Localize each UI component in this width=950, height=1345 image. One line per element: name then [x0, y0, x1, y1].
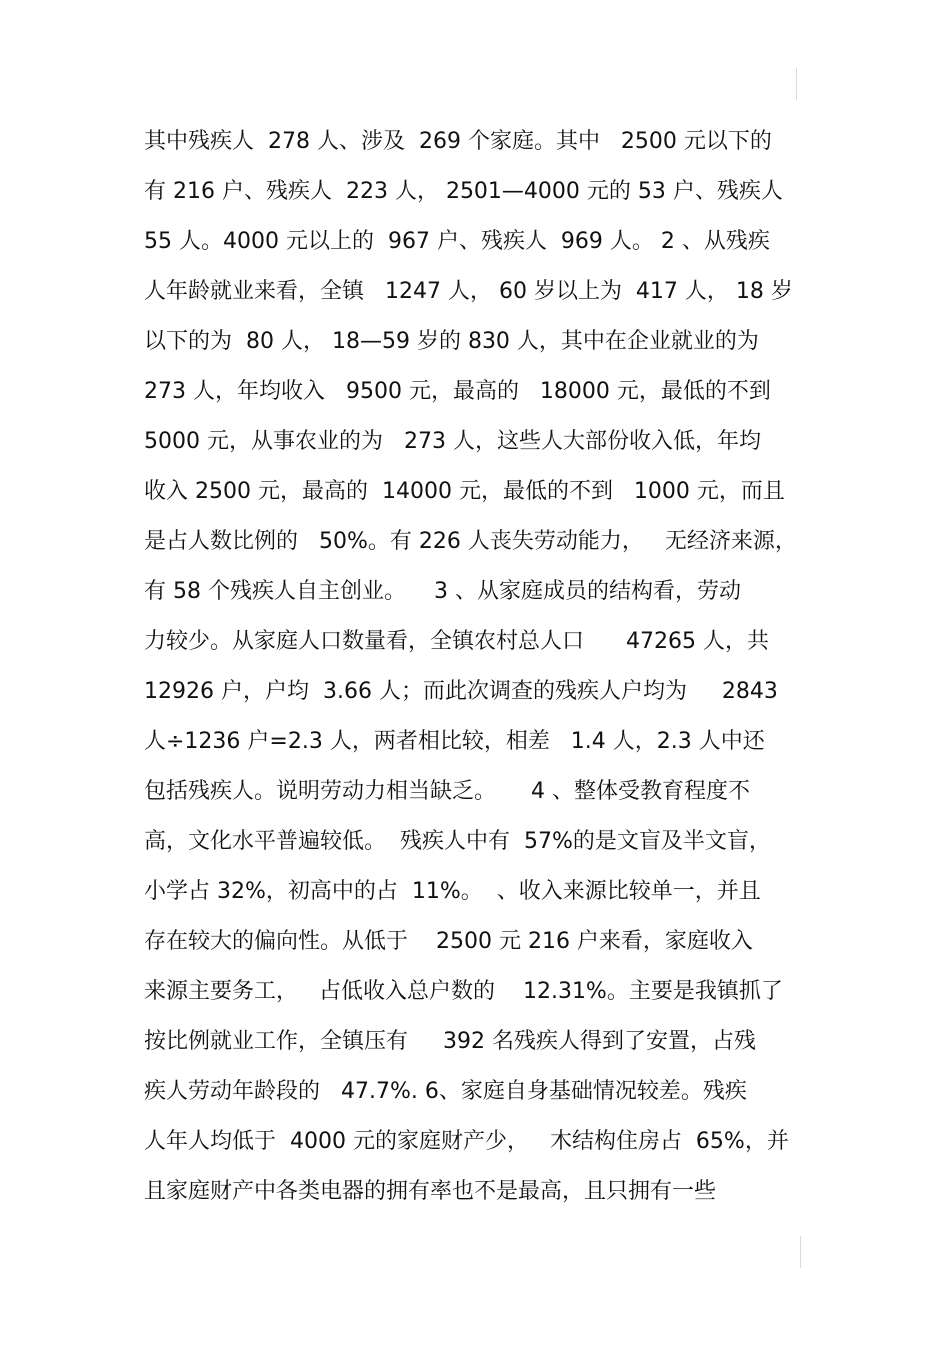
text-line: 高，文化水平普遍较低。 残疾人中有 57%的是文盲及半文盲，	[144, 829, 771, 854]
text-line: 人年人均低于 4000 元的家庭财产少， 木结构住房占 65%，并	[144, 1129, 789, 1154]
text-line: 是占人数比例的 50%。有 226 人丧失劳动能力， 无经济来源，	[144, 529, 797, 554]
text-line: 存在较大的偏向性。从低于 2500 元 216 户来看，家庭收入	[144, 929, 753, 954]
text-line: 12926 户，户均 3.66 人；而此次调查的残疾人户均为 2843	[144, 679, 778, 704]
text-line: 人÷1236 户=2.3 人，两者相比较，相差 1.4 人，2.3 人中还	[144, 729, 765, 754]
text-line: 收入 2500 元，最高的 14000 元，最低的不到 1000 元，而且	[144, 479, 785, 504]
text-line: 有 58 个残疾人自主创业。 3 、从家庭成员的结构看，劳动	[144, 579, 741, 604]
text-line: 按比例就业工作，全镇压有 392 名残疾人得到了安置，占残	[144, 1029, 756, 1054]
text-line: 力较少。从家庭人口数量看，全镇农村总人口 47265 人，共	[144, 629, 769, 654]
text-line: 其中残疾人 278 人、涉及 269 个家庭。其中 2500 元以下的	[144, 129, 772, 154]
page-edge-mark-bottom	[800, 1236, 801, 1268]
body-paragraph	[144, 117, 824, 1217]
text-line: 人年龄就业来看，全镇 1247 人， 60 岁以上为 417 人， 18 岁	[144, 279, 793, 304]
text-line: 以下的为 80 人， 18—59 岁的 830 人，其中在企业就业的为	[144, 329, 759, 354]
text-line: 来源主要务工， 占低收入总户数的 12.31%。主要是我镇抓了	[144, 979, 783, 1004]
text-line: 有 216 户、残疾人 223 人， 2501—4000 元的 53 户、残疾人	[144, 179, 783, 204]
text-line: 疾人劳动年龄段的 47.7%. 6、家庭自身基础情况较差。残疾	[144, 1079, 747, 1104]
page-edge-mark-top	[796, 68, 797, 100]
text-line: 273 人，年均收入 9500 元，最高的 18000 元，最低的不到	[144, 379, 771, 404]
text-line: 55 人。4000 元以上的 967 户、残疾人 969 人。 2 、从残疾	[144, 229, 770, 254]
text-line: 小学占 32%，初高中的占 11%。 、收入来源比较单一，并且	[144, 879, 761, 904]
text-line: 且家庭财产中各类电器的拥有率也不是最高，且只拥有一些	[144, 1179, 717, 1204]
text-line: 包括残疾人。说明劳动力相当缺乏。 4 、整体受教育程度不	[144, 779, 750, 804]
text-line: 5000 元，从事农业的为 273 人，这些人大部份收入低，年均	[144, 429, 761, 454]
